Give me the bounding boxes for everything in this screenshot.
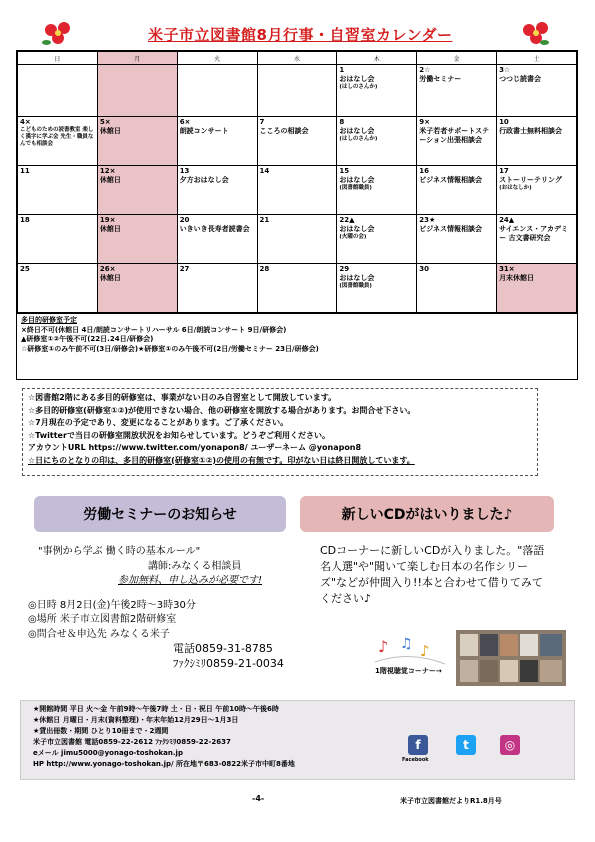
day-number: 10 xyxy=(499,118,509,126)
seminar-speaker: 講師:みなくる相談員 xyxy=(148,560,242,572)
day-event: 労働セミナー xyxy=(419,75,462,83)
day-number: 12× xyxy=(99,167,116,175)
library-info xyxy=(20,700,575,780)
notice-line: ☆多目的研修室(研修室①②)が使用できない場合、他の研修室を開放する場合があります。お問合せ下さい。 xyxy=(28,405,416,415)
calendar-day-cell xyxy=(177,65,257,117)
calendar-day-cell xyxy=(337,65,417,117)
day-number: 22▲ xyxy=(339,216,355,224)
info-hours: ★開館時間 平日 火～金 午前9時～午後7時 土・日・祝日 午前10時～午後6時 xyxy=(33,705,279,713)
day-number: 15 xyxy=(339,167,350,175)
day-number: 25 xyxy=(20,265,30,273)
seminar-info xyxy=(28,545,308,671)
seminar-tel: 電話0859-31-8785 xyxy=(173,642,273,655)
newsletter-tag: 米子市立図書館だよりR1.8月号 xyxy=(400,797,502,805)
calendar-day-cell xyxy=(417,264,497,313)
notice-line: ☆Twitterで当日の研修室開放状況をお知らせしています。どうぞご利用ください。 xyxy=(28,430,331,440)
twitter-account-line: アカウントURL https://www.twitter.com/yonapon8/ ユーザーネーム @yonapon8 xyxy=(28,443,362,452)
calendar-day-cell xyxy=(497,215,577,264)
weekday-header: 月 xyxy=(97,52,177,65)
seminar-date: ◎日時 8月2日(金)午後2時～3時30分 xyxy=(28,599,196,611)
day-number: 1 xyxy=(339,66,345,74)
cd-corner-caption: 1階視聴覚コーナー→ xyxy=(375,667,442,675)
day-event: 米子若者サポートステーション出張相談会 xyxy=(419,127,490,144)
day-number: 13 xyxy=(179,167,190,175)
day-number: 27 xyxy=(179,265,190,273)
calendar-day-cell xyxy=(18,166,98,215)
day-event: おはなし会 xyxy=(339,75,375,83)
seminar-note: 参加無料、申し込みが必要です! xyxy=(118,575,263,586)
day-number: 23★ xyxy=(419,216,436,224)
notice-line: ☆日にちのとなりの印は、多目的研修室(研修室①②)の使用の有無です。印がない日は終日開放しています。 xyxy=(28,455,415,465)
svg-text:♪: ♪ xyxy=(420,642,430,660)
notice-line: ☆図書館2階にある多目的研修室は、事業がない日のみ自習室として開放しています。 xyxy=(28,393,337,402)
calendar-day-cell xyxy=(18,264,98,313)
twitter-icon[interactable]: t xyxy=(456,735,476,755)
legend-line: ×終日不可(休館日 4日/朗読コンサートリハーサル 6日/朗読コンサート 9日/研修会) xyxy=(21,325,287,334)
calendar-day-cell xyxy=(497,65,577,117)
day-number: 3☆ xyxy=(499,66,511,74)
legend-line: ▲研修室①②午後不可(22日.24日/研修会) xyxy=(21,335,154,343)
day-number: 18 xyxy=(20,216,30,224)
calendar-day-cell xyxy=(97,215,177,264)
instagram-icon[interactable]: ◎ xyxy=(500,735,520,755)
day-event: 朗読コンサート xyxy=(179,127,229,135)
room-schedule-legend xyxy=(17,313,577,379)
day-event: ビジネス情報相談会 xyxy=(419,176,483,184)
day-event: おはなし会 xyxy=(339,274,375,282)
info-hp[interactable]: HP http://www.yonago-toshokan.jp/ 所在地〒683-0822米子市中町8番地 xyxy=(33,760,295,768)
study-room-notice xyxy=(22,388,538,476)
calendar-day-cell xyxy=(97,264,177,313)
day-number: 6× xyxy=(179,118,191,126)
info-tel: 米子市立図書館 電話0859-22-2612 ﾌｧｸｼﾐﾘ0859-22-2637 xyxy=(33,738,231,746)
calendar-day-cell xyxy=(337,264,417,313)
weekday-header: 金 xyxy=(417,52,497,65)
calendar-day-cell xyxy=(177,264,257,313)
calendar-day-cell xyxy=(177,215,257,264)
seminar-fax: ﾌｧｸｼﾐﾘ0859-21-0034 xyxy=(173,656,284,670)
day-number: 28 xyxy=(259,265,270,273)
calendar-day-cell xyxy=(257,215,337,264)
day-number: 14 xyxy=(259,167,270,175)
calendar-day-cell xyxy=(417,117,497,166)
weekday-header: 土 xyxy=(497,52,577,65)
day-number: 21 xyxy=(259,216,270,224)
header xyxy=(20,20,575,50)
calendar xyxy=(16,50,578,380)
cd-info: CDコーナーに新しいCDが入りました。"落語名人選"や"聞いて楽しむ日本の名作シリーズ"などが仲間入り!!本と合わせて借りてみてください♪ xyxy=(320,544,545,605)
legend-line: ☆研修室①のみ午前不可(3日/研修会)★研修室①のみ午後不可(2日/労働セミナー 23日/研修会) xyxy=(21,344,319,353)
weekday-header: 木 xyxy=(337,52,417,65)
day-number: 31× xyxy=(499,265,515,273)
day-event: 休館日 xyxy=(99,225,121,233)
calendar-day-cell xyxy=(18,65,98,117)
calendar-day-cell xyxy=(257,65,337,117)
day-event-note: (はしのさんか) xyxy=(339,84,378,90)
calendar-day-cell xyxy=(417,166,497,215)
music-notes-icon xyxy=(370,630,570,690)
day-event: こころの相談会 xyxy=(259,127,309,135)
day-event: 夕方おはなし会 xyxy=(179,176,229,184)
hibiscus-icon xyxy=(42,20,76,48)
day-event-note: (おはなしか) xyxy=(499,185,532,191)
day-event: おはなし会 xyxy=(339,225,375,233)
calendar-day-cell xyxy=(497,166,577,215)
seminar-banner: 労働セミナーのお知らせ xyxy=(34,496,286,532)
calendar-day-cell xyxy=(97,166,177,215)
day-event-note: (火曜の会) xyxy=(339,234,367,240)
calendar-day-cell xyxy=(177,166,257,215)
day-event: ストーリーテリング xyxy=(499,176,562,184)
day-event: サイエンス・アカデミー 古文書研究会 xyxy=(499,225,569,242)
day-number: 20 xyxy=(179,216,190,224)
calendar-day-cell xyxy=(18,215,98,264)
day-event: つつじ読書会 xyxy=(499,75,542,83)
calendar-day-cell xyxy=(97,65,177,117)
calendar-day-cell xyxy=(337,117,417,166)
day-number: 5× xyxy=(99,118,111,126)
day-event: 休館日 xyxy=(99,176,121,184)
weekday-header: 日 xyxy=(18,52,98,65)
day-number: 30 xyxy=(419,265,429,273)
info-loan: ★貸出冊数・期間 ひとり10冊まで・2週間 xyxy=(33,727,169,735)
calendar-day-cell xyxy=(337,215,417,264)
page-number: -4- xyxy=(252,794,265,803)
calendar-day-cell xyxy=(97,117,177,166)
notice-line: ☆7月現在の予定であり、変更になることがあります。ご了承ください。 xyxy=(28,418,289,427)
day-number: 4× xyxy=(20,118,31,126)
cd-pictures xyxy=(370,630,570,690)
calendar-day-cell xyxy=(497,264,577,313)
day-event-note: (はしのさんか) xyxy=(339,136,378,142)
calendar-day-cell xyxy=(497,117,577,166)
hibiscus-icon xyxy=(520,20,554,48)
seminar-place: ◎場所 米子市立図書館2階研修室 xyxy=(28,614,177,625)
day-number: 2☆ xyxy=(419,66,431,74)
weekday-header: 水 xyxy=(257,52,337,65)
day-event: いきいき長寿者読書会 xyxy=(179,225,250,233)
calendar-day-cell xyxy=(18,117,98,166)
page-title: 米子市立図書館8月行事・自習室カレンダー xyxy=(148,26,453,44)
day-event-note: (図書館職員) xyxy=(339,283,372,289)
calendar-day-cell xyxy=(257,117,337,166)
svg-text:♫: ♫ xyxy=(400,636,413,652)
svg-text:♪: ♪ xyxy=(378,637,389,656)
day-number: 16 xyxy=(419,167,429,175)
day-event-note: こどものための読書教室 楽しく漢字に学ぶ会 先生・職員なんでも相談会 xyxy=(20,127,94,147)
day-number: 8 xyxy=(339,118,345,126)
day-event: 月末休館日 xyxy=(499,274,535,282)
info-email[interactable]: eメール jimu5000@yonago-toshokan.jp xyxy=(33,749,183,757)
facebook-icon[interactable]: f xyxy=(408,735,428,755)
day-event: 休館日 xyxy=(99,127,121,135)
calendar-day-cell xyxy=(417,215,497,264)
calendar-day-cell xyxy=(257,264,337,313)
day-number: 7 xyxy=(259,118,265,126)
day-number: 11 xyxy=(20,167,30,175)
legend-heading: 多目的研修室予定 xyxy=(21,316,77,324)
weekday-header: 火 xyxy=(177,52,257,65)
calendar-day-cell xyxy=(257,166,337,215)
day-event: 行政書士無料相談会 xyxy=(499,127,563,135)
calendar-day-cell xyxy=(337,166,417,215)
day-number: 24▲ xyxy=(499,216,515,224)
day-number: 19× xyxy=(99,216,116,224)
seminar-contact: ◎問合せ＆申込先 みなくる米子 xyxy=(28,628,170,640)
day-number: 17 xyxy=(499,167,509,175)
day-number: 9× xyxy=(419,118,430,126)
calendar-day-cell xyxy=(177,117,257,166)
cd-banner: 新しいCDがはいりました♪ xyxy=(300,496,554,532)
day-number: 29 xyxy=(339,265,350,273)
facebook-label: Facebook xyxy=(402,757,429,763)
day-number: 26× xyxy=(99,265,116,273)
day-event-note: (図書館職員) xyxy=(339,185,372,191)
info-closed: ★休館日 月曜日・月末(資料整理)・年末年始12月29日～1月3日 xyxy=(33,716,239,724)
seminar-subtitle: "事例から学ぶ 働く時の基本ルール" xyxy=(38,546,201,557)
day-event: おはなし会 xyxy=(339,127,375,135)
day-event: おはなし会 xyxy=(339,176,375,184)
day-event: 休館日 xyxy=(99,274,121,282)
calendar-day-cell xyxy=(417,65,497,117)
day-event: ビジネス情報相談会 xyxy=(419,225,483,233)
